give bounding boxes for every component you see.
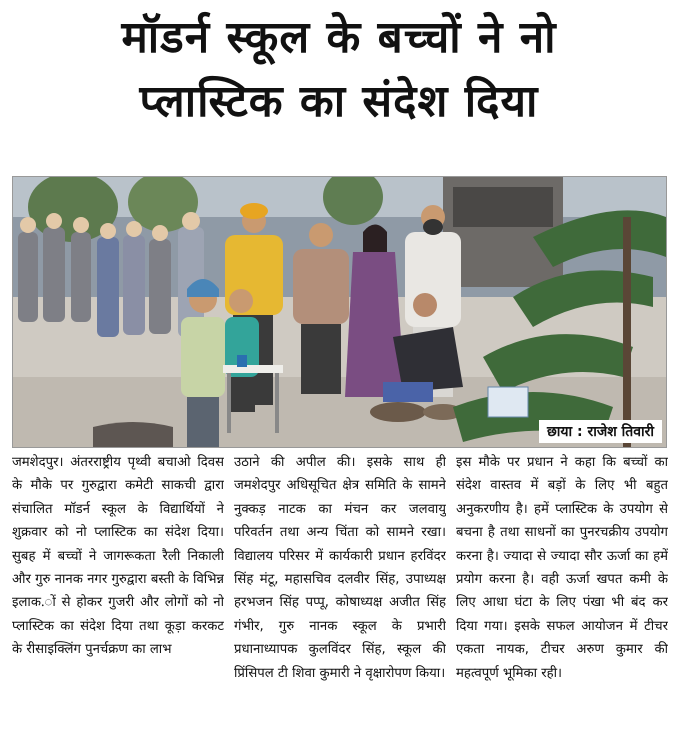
headline — [0, 6, 678, 134]
headline-line-2: प्लास्टिक का संदेश दिया — [139, 76, 539, 127]
photo-illustration — [13, 177, 666, 447]
news-photo — [12, 176, 667, 448]
article-column-1: जमशेदपुर। अंतरराष्ट्रीय पृथ्वी बचाओ दिवस के मौके पर गुरुद्वारा कमेटी साकची द्वारा संचालित मॉडर्न स्कूल के विद्यार्थियों ने शुक्रवार को नो प्लास्टिक का संदेश दिया। सुबह में बच्चों ने जागरूकता रैली निकाली और गुरु नानक नगर गुरुद्वारा बस्ती के विभिन्न इलाक.ों से होकर गुजरी और लोगों को नो प्लास्टिक का संदेश दिया तथा कूड़ा करकट के रीसाइक्लिंग पुनर्चक्रण का लाभ — [12, 455, 224, 658]
photo-credit: छाया : राजेश तिवारी — [539, 420, 662, 443]
article-body — [12, 451, 668, 741]
article-column-3: इस मौके पर प्रधान ने कहा कि बच्चों का संदेश वास्तव में बड़ों के लिए भी बहुत अनुकरणीय है। हमें प्लास्टिक के उपयोग से बचना है तथा साधनों का पुनरचक्रीय उपयोग करना है। ज्यादा से ज्यादा सौर ऊर्जा का हमें प्रयोग करना है। वही ऊर्जा खपत कमी के लिए आधा घंटा के लिए पंखा भी बंद कर दिया गया। इसके सफल आयोजन में टीचर एकता नायक, टीचर अरुण कुमार की महत्वपूर्ण भूमिका रही। — [456, 455, 668, 681]
article-column-2: उठाने की अपील की। इसके साथ ही जमशेदपुर अधिसूचित क्षेत्र समिति के सामने नुक्कड़ नाटक का मंचन कर जलवायु परिवर्तन तथा अन्य चिंता को सामने रखा। विद्यालय परिसर में कार्यकारी प्रधान हरविंदर सिंह मंटू, महासचिव दलवीर सिंह, उपाध्यक्ष हरभजन सिंह पप्पू, कोषाध्यक्ष अजीत सिंह गंभीर, गुरु नानक स्कूल के प्रभारी प्रधानाध्यापक कुलविंदर सिंह, स्कूल की प्रिंसिपल टी शिवा कुमारी ने वृक्षारोपण किया। — [234, 455, 446, 681]
headline-line-1: मॉडर्न स्कूल के बच्चों ने नो — [121, 12, 557, 63]
